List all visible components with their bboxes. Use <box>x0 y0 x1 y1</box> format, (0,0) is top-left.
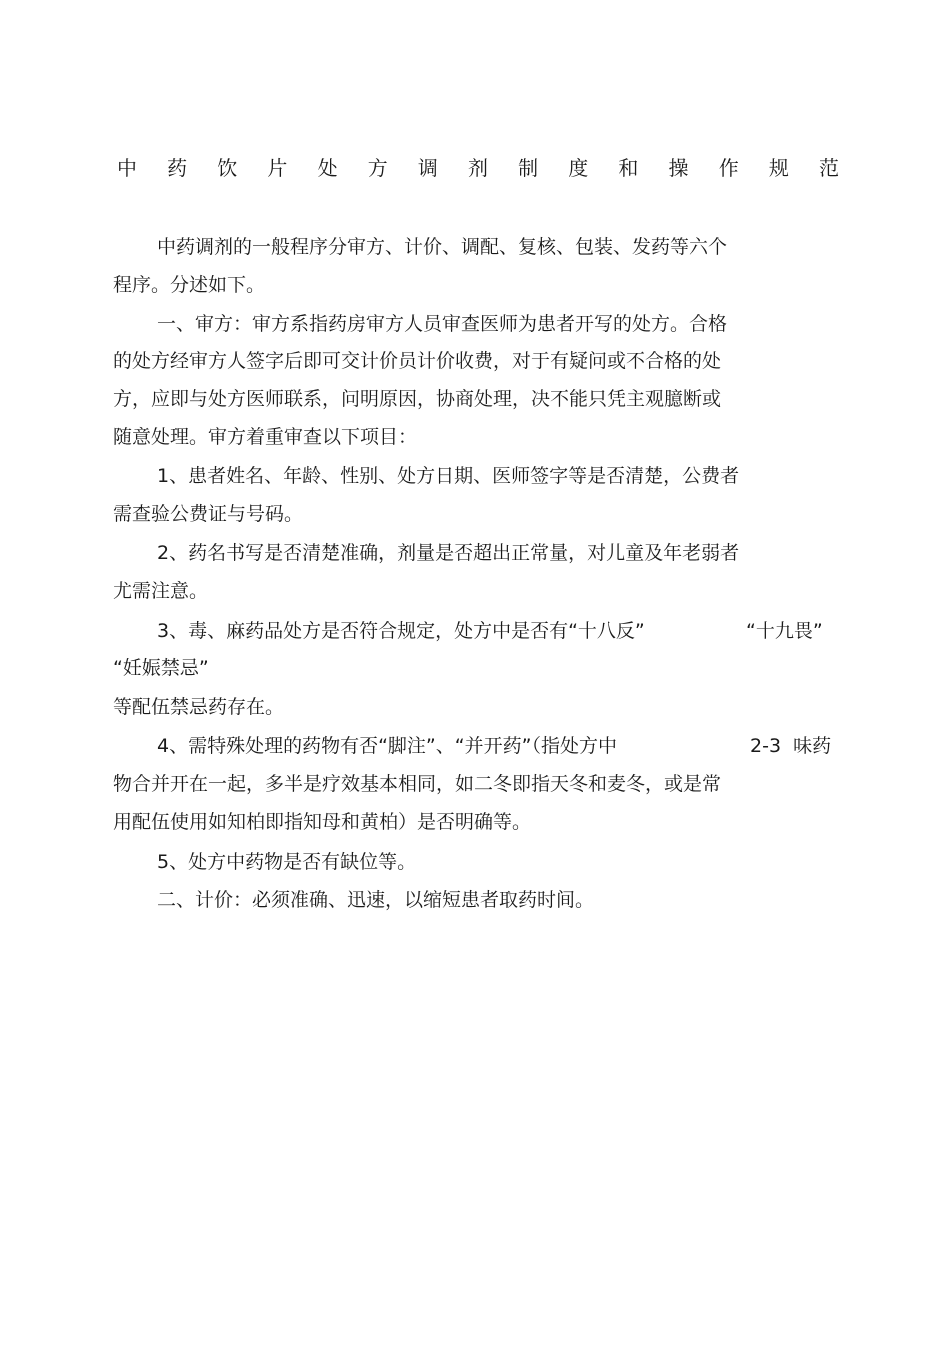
item-2-line-1: 2、药名书写是否清楚准确，剂量是否超出正常量，对儿童及年老弱者 <box>157 542 740 564</box>
title-char: 片 <box>267 156 288 180</box>
title-char: 范 <box>818 156 839 180</box>
intro-line-1: 中药调剂的一般程序分审方、计价、调配、复核、包装、发药等六个 <box>157 236 728 258</box>
item-1-line-2: 需查验公费证与号码。 <box>113 503 304 525</box>
item-1-line-1: 1、患者姓名、年龄、性别、处方日期、医师签字等是否清楚，公费者 <box>157 465 740 487</box>
title-char: 制 <box>518 156 539 180</box>
item-4-line-1 <box>157 732 832 760</box>
section-review-line-4: 随意处理。审方着重审查以下项目： <box>113 426 418 448</box>
title-char: 调 <box>417 156 438 180</box>
title-char: 药 <box>167 156 188 180</box>
title-char: 饮 <box>217 156 238 180</box>
item-3-quote: “十九畏” <box>746 620 823 642</box>
intro-line-2: 程序。分述如下。 <box>113 274 266 296</box>
item-5-line-1: 5、处方中药物是否有缺位等。 <box>157 851 417 873</box>
item-3-line-2: “妊娠禁忌” <box>113 657 209 679</box>
title-char: 方 <box>367 156 388 180</box>
section-review-line-1: 一、审方：审方系指药房审方人员审查医师为患者开写的处方。合格 <box>157 313 728 335</box>
title-char: 规 <box>768 156 789 180</box>
item-3-line-3: 等配伍禁忌药存在。 <box>113 696 285 718</box>
item-2-line-2: 尤需注意。 <box>113 580 209 602</box>
item-3-text: 3、毒、麻药品处方是否符合规定，处方中是否有“十八反” <box>157 620 645 642</box>
item-4-text: 4、需特殊处理的药物有否“脚注”、“并开药”（指处方中 <box>157 735 617 757</box>
title-char: 剂 <box>467 156 488 180</box>
section-pricing-line-1: 二、计价：必须准确、迅速，以缩短患者取药时间。 <box>157 889 595 911</box>
section-review-line-3: 方，应即与处方医师联系，问明原因，协商处理，决不能只凭主观臆断或 <box>113 388 722 410</box>
title-char: 作 <box>718 156 739 180</box>
item-4-line-3: 用配伍使用如知柏即指知母和黄柏）是否明确等。 <box>113 811 532 833</box>
document-title <box>117 152 839 184</box>
section-review-line-2: 的处方经审方人签字后即可交计价员计价收费，对于有疑问或不合格的处 <box>113 350 722 372</box>
title-char: 操 <box>668 156 689 180</box>
item-4-tail: 2-3 味药 <box>750 735 832 757</box>
title-char: 和 <box>618 156 639 180</box>
title-char: 中 <box>117 156 137 180</box>
title-char: 处 <box>317 156 338 180</box>
title-char: 度 <box>568 156 589 180</box>
item-3-line-1 <box>157 617 823 645</box>
item-4-line-2: 物合并开在一起，多半是疗效基本相同，如二冬即指天冬和麦冬，或是常 <box>113 773 722 795</box>
